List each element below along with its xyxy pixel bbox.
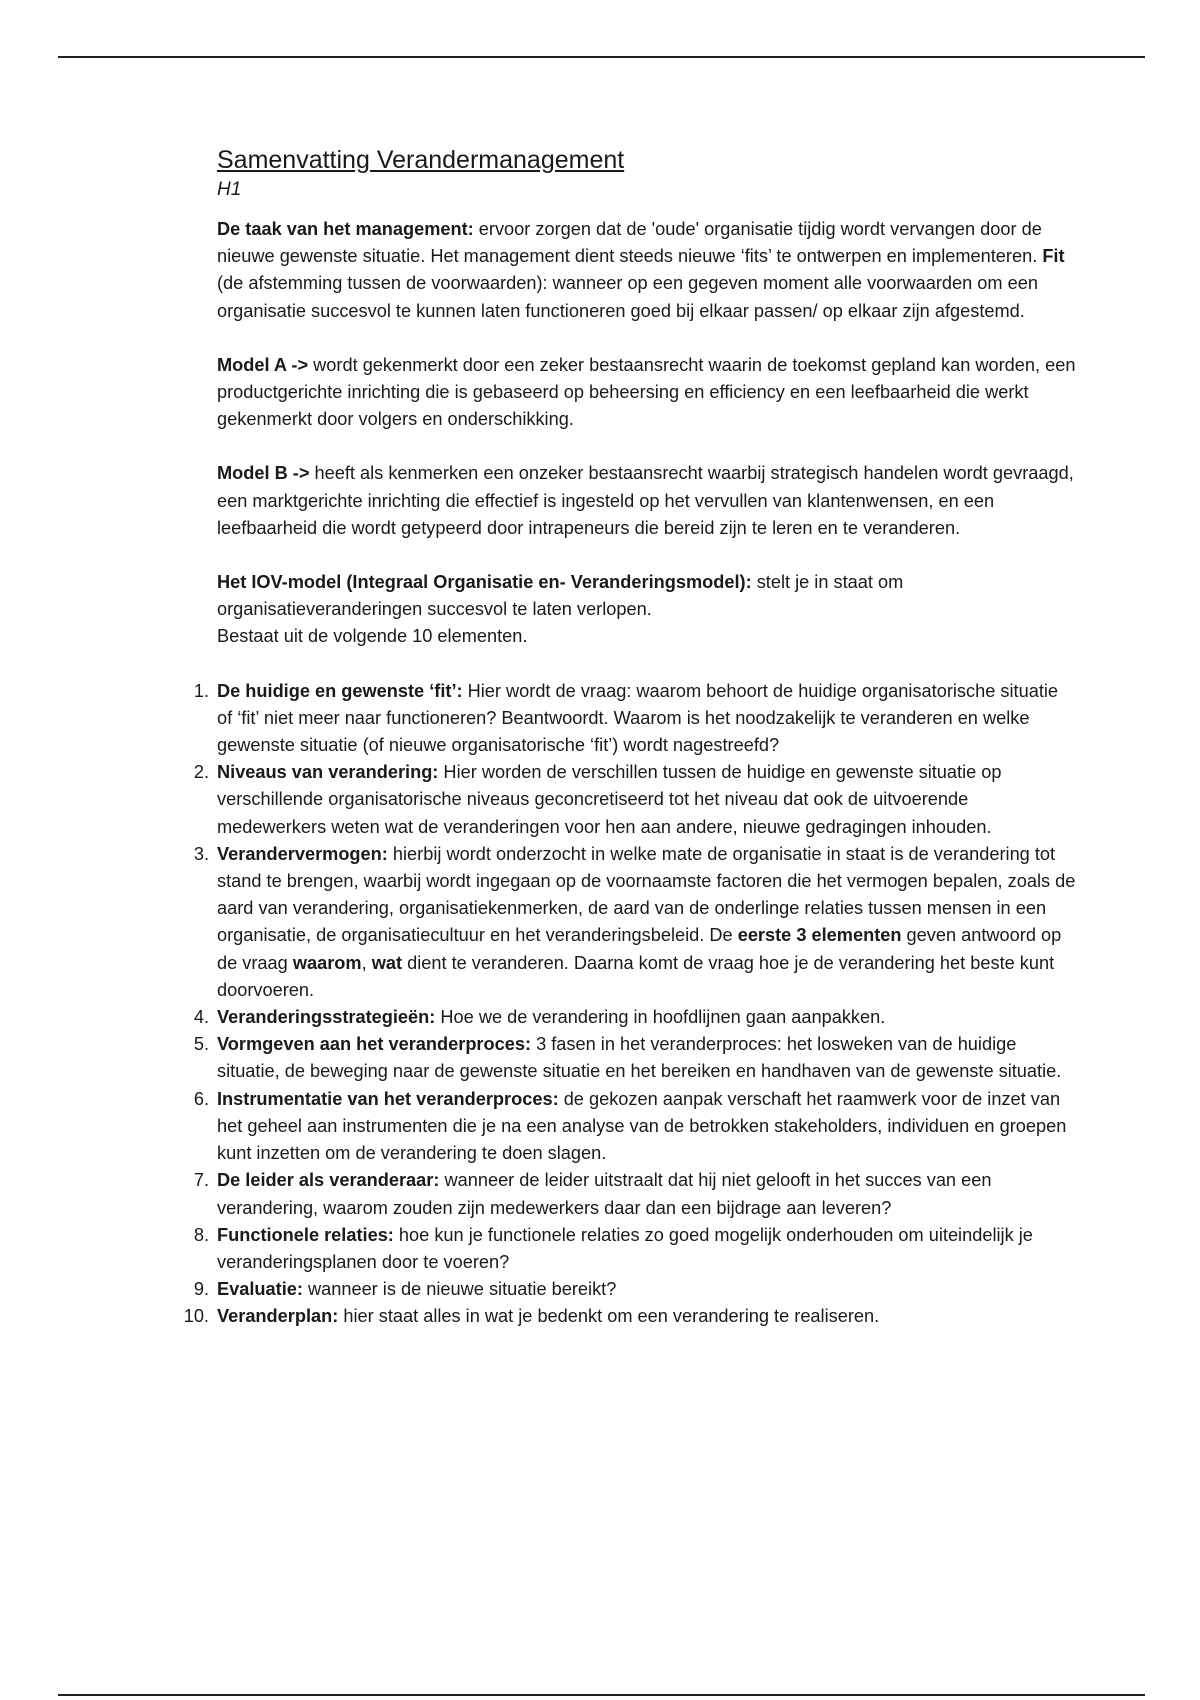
- paragraph-text: ervoor zorgen dat de 'oude' organisatie tijdig wordt vervangen door de nieuwe gewenste situatie. Het management dient steeds nieuwe ‘fits’ te ontwerpen en implementeren.: [217, 219, 1043, 267]
- list-number: 3.: [193, 843, 209, 864]
- list-number: 8.: [193, 1224, 209, 1245]
- list-text: Hoe we de verandering in hoofdlijnen gaan aanpakken.: [435, 1007, 886, 1028]
- paragraph-model-b: [217, 460, 1077, 542]
- term-management-task: De taak van het management:: [217, 219, 474, 239]
- list-text: ,: [361, 952, 372, 973]
- list-term: Functionele relaties:: [217, 1224, 394, 1245]
- list-emphasis: wat: [371, 952, 403, 973]
- term-model-b: Model B ->: [217, 463, 310, 484]
- term-iov-model: Het IOV-model (Integraal Organisatie en- Veranderingsmodel):: [217, 572, 752, 593]
- list-item: [193, 1004, 1077, 1031]
- bottom-rule: [58, 1694, 1145, 1696]
- list-term: Evaluatie:: [217, 1279, 303, 1300]
- list-item: [193, 841, 1077, 1004]
- list-item: [183, 1303, 1077, 1330]
- document-title: Samenvatting Verandermanagement: [217, 146, 625, 174]
- list-item: [193, 759, 1077, 841]
- list-number: 5.: [193, 1034, 209, 1055]
- list-emphasis: eerste 3 elementen: [737, 925, 902, 946]
- list-term: De huidige en gewenste ‘fit’:: [217, 680, 463, 701]
- list-term: Niveaus van verandering:: [217, 762, 439, 783]
- list-item: [193, 678, 1077, 760]
- list-number: 6.: [193, 1088, 209, 1109]
- list-term: Vormgeven aan het veranderproces:: [217, 1034, 532, 1055]
- list-number: 1.: [193, 680, 209, 701]
- list-item: [193, 1086, 1077, 1168]
- paragraph-text: wordt gekenmerkt door een zeker bestaansrecht waarin de toekomst gepland kan worden, een productgerichte inrichting die is gebaseerd op beheersing en efficiency en een leefbaarheid die werkt gekenmerkt door volgers en onderschikking.: [217, 354, 1076, 430]
- list-number: 4.: [193, 1007, 209, 1028]
- paragraph-model-a: [217, 352, 1077, 434]
- list-term: Verandervermogen:: [217, 843, 388, 864]
- term-model-a: Model A ->: [217, 354, 309, 375]
- document-subtitle: H1: [217, 179, 242, 200]
- list-text: hoe kun je functionele relaties zo goed mogelijk onderhouden om uiteindelijk je veranderingsplanen door te voeren?: [217, 1224, 1033, 1272]
- elements-list: [183, 678, 1077, 1331]
- document-body: [183, 140, 1077, 1331]
- list-text: Hier worden de verschillen tussen de huidige en gewenste situatie op verschillende organisatorische niveaus geconcretiseerd tot het niveau dat ook de uitvoerende medewerkers weten wat de veranderingen voor hen aan andere, nieuwe gedragingen inhouden.: [217, 762, 1002, 837]
- list-item: [193, 1276, 1077, 1303]
- paragraph-text: (de afstemming tussen de voorwaarden): wanneer op een gegeven moment alle voorwaarden om een organisatie succesvol te kunnen laten functioneren goed bij elkaar passen/ op elkaar zijn afgestemd.: [217, 273, 1038, 321]
- list-term: Veranderingsstrategieën:: [217, 1007, 436, 1028]
- list-text: wanneer de leider uitstraalt dat hij niet gelooft in het succes van een verandering, waarom zouden zijn medewerkers daar dan een bijdrage aan leveren?: [217, 1170, 992, 1218]
- list-term: Instrumentatie van het veranderproces:: [217, 1088, 559, 1109]
- list-term: De leider als veranderaar:: [217, 1170, 440, 1191]
- list-emphasis: waarom: [292, 952, 362, 973]
- list-item: [193, 1222, 1077, 1276]
- paragraph-text: stelt je in staat om organisatieveranderingen succesvol te laten verlopen.: [217, 572, 904, 620]
- list-number: 10.: [183, 1306, 209, 1327]
- list-text: wanneer is de nieuwe situatie bereikt?: [302, 1279, 617, 1300]
- top-rule: [58, 56, 1145, 58]
- list-term: Veranderplan:: [217, 1306, 339, 1327]
- list-item: [193, 1167, 1077, 1221]
- list-number: 2.: [193, 762, 209, 783]
- list-text: 3 fasen in het veranderproces: het losweken van de huidige situatie, de beweging naar de gewenste situatie en het bereiken en handhaven van de gewenste situatie.: [217, 1034, 1062, 1082]
- list-number: 9.: [193, 1279, 209, 1300]
- list-text: hierbij wordt onderzocht in welke mate de organisatie in staat is de verandering tot stand te brengen, waarbij wordt ingegaan op de voornaamste factoren die het vermogen bepalen, zoals de aard van verandering, organisatiekenmerken, de aard van de onderlinge relaties tussen mensen in een organisatie, de organisatiecultuur en het veranderingsbeleid. De: [217, 843, 1076, 946]
- list-item: [193, 1031, 1077, 1085]
- list-text: dient te veranderen. Daarna komt de vraag hoe je de verandering het beste kunt doorvoeren.: [217, 952, 1055, 1000]
- paragraph-text: Bestaat uit de volgende 10 elementen.: [217, 626, 528, 647]
- paragraph-text: heeft als kenmerken een onzeker bestaansrecht waarbij strategisch handelen wordt gevraagd, een marktgerichte inrichting die effectief is ingesteld op het vervullen van klantenwensen, en een leefbaarheid die wordt getypeerd door intrapeneurs die bereid zijn te leren en te veranderen.: [217, 463, 1074, 538]
- list-text: hier staat alles in wat je bedenkt om een verandering te realiseren.: [338, 1306, 880, 1327]
- list-text: Hier wordt de vraag: waarom behoort de huidige organisatorische situatie of ‘fit’ niet meer naar functioneren? Beantwoordt. Waarom is het noodzakelijk te veranderen en welke gewenste situatie (of nieuwe organisatorische ‘fit’) wordt nagestreefd?: [217, 680, 1059, 756]
- term-fit: Fit: [1042, 246, 1065, 267]
- paragraph-iov-model: [217, 569, 1077, 651]
- list-text: de gekozen aanpak verschaft het raamwerk voor de inzet van het geheel aan instrumenten die je na een analyse van de betrokken stakeholders, individuen en groepen kunt inzetten om de verandering te doen slagen.: [217, 1088, 1067, 1164]
- paragraph-management-task: [217, 216, 1077, 325]
- list-number: 7.: [193, 1170, 209, 1191]
- list-text: geven antwoord op de vraag: [217, 925, 1062, 973]
